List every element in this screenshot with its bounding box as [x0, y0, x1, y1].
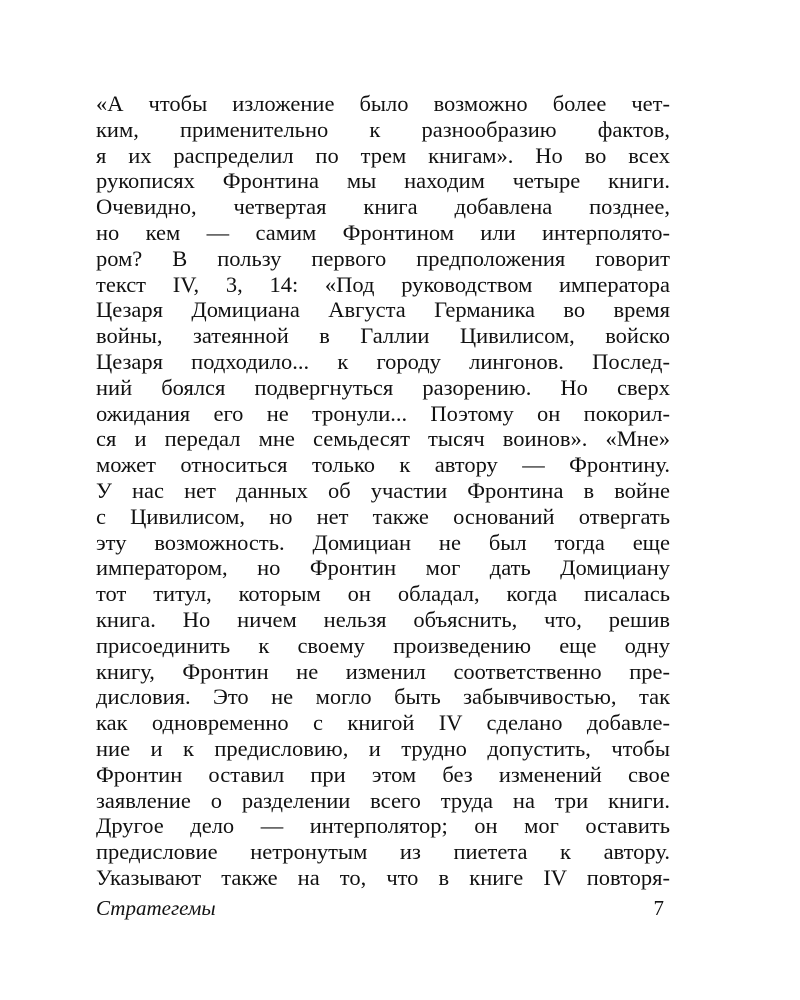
text-line: как одновременно с книгой IV сделано добавле-: [96, 710, 670, 736]
body-text: [96, 91, 670, 891]
text-line: Фронтин оставил при этом без изменений свое: [96, 761, 670, 787]
text-line: может относиться только к автору — Фронтину.: [96, 452, 670, 478]
text-line: Цезаря подходило... к городу лингонов. Послед-: [96, 348, 670, 374]
text-line: «А чтобы изложение было возможно более чет-: [96, 91, 670, 116]
text-line: книгу, Фронтин не изменил соответственно пре-: [96, 658, 670, 684]
text-line: рукописях Фронтина мы находим четыре книги.: [96, 168, 670, 194]
text-line: Другое дело — интерполятор; он мог оставить: [96, 813, 670, 839]
text-line: книга. Но ничем нельзя объяснить, что, решив: [96, 606, 670, 632]
text-line: эту возможность. Домициан не был тогда еще: [96, 529, 670, 555]
text-line: Цезаря Домициана Августа Германика во время: [96, 297, 670, 323]
text-line: ние и к предисловию, и трудно допустить, чтобы: [96, 735, 670, 761]
text-line: ким, применительно к разнообразию фактов,: [96, 116, 670, 142]
text-line: императором, но Фронтин мог дать Домициану: [96, 555, 670, 581]
text-line: У нас нет данных об участии Фронтина в войне: [96, 477, 670, 503]
text-line: войны, затеянной в Галлии Цивилисом, войско: [96, 323, 670, 349]
text-line: текст IV, 3, 14: «Под руководством императора: [96, 271, 670, 297]
page-footer: [96, 893, 670, 923]
text-line: заявление о разделении всего труда на три книги.: [96, 787, 670, 813]
page-number: 7: [653, 896, 664, 920]
text-line: ся и передал мне семьдесят тысяч воинов». «Мне»: [96, 426, 670, 452]
text-line: присоединить к своему произведению еще одну: [96, 632, 670, 658]
text-line: предисловие нетронутым из пиетета к автору.: [96, 839, 670, 865]
text-line: дисловия. Это не могло быть забывчивостью, так: [96, 684, 670, 710]
text-line: ожидания его не тронули... Поэтому он покорил-: [96, 400, 670, 426]
text-line: Указывают также на то, что в книге IV повторя-: [96, 864, 670, 890]
text-line: с Цивилисом, но нет также оснований отвергать: [96, 503, 670, 529]
running-title: Стратегемы: [96, 896, 216, 920]
text-line: ром? В пользу первого предположения говорит: [96, 245, 670, 271]
text-line: Очевидно, четвертая книга добавлена позднее,: [96, 194, 670, 220]
text-line: я их распределил по трем книгам». Но во всех: [96, 142, 670, 168]
text-line: ний боялся подвергнуться разорению. Но сверх: [96, 374, 670, 400]
text-line: но кем — самим Фронтином или интерполято-: [96, 219, 670, 245]
text-line: тот титул, которым он обладал, когда писалась: [96, 581, 670, 607]
